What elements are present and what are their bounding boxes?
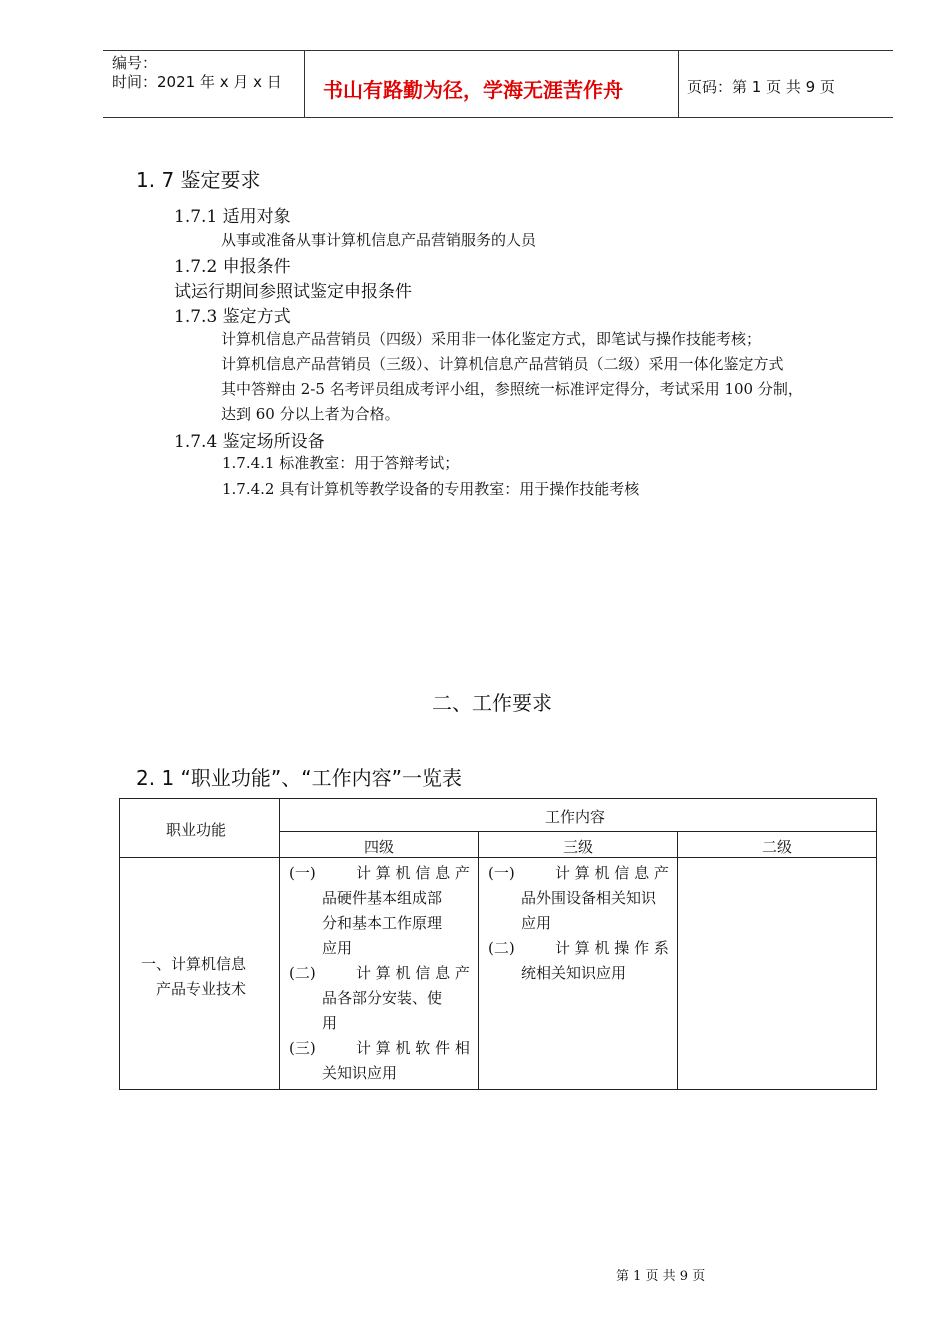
table-header-level-3: 三级 [563, 838, 594, 856]
section-1-7-title: 1. 7 鉴定要求 [136, 168, 261, 192]
table-line-header-bottom [119, 857, 877, 858]
level3-item-marker: (一) [488, 864, 515, 882]
header-motto: 书山有路勤为径，学海无涯苦作舟 [323, 78, 623, 102]
level3-item-line: 应用 [521, 914, 552, 932]
header-bottom-rule [103, 117, 893, 118]
section-2-title: 二、工作要求 [432, 691, 552, 715]
level4-item-line: 用 [322, 1014, 338, 1032]
table-title: 2. 1 “职业功能”、“工作内容”一览表 [136, 766, 462, 790]
subsection-1-7-2-text: 试运行期间参照试鉴定申报条件 [174, 282, 412, 302]
work-content-table [119, 798, 877, 1090]
subsection-1-7-3-line: 达到 60 分以上者为合格。 [221, 405, 400, 423]
subsection-1-7-3-line: 其中答辩由 2-5 名考评员组成考评小组，参照统一标准评定得分，考试采用 100 分制， [221, 380, 803, 398]
table-border-right [876, 798, 877, 1090]
document-time: 时间：2021 年 x 月 x 日 [112, 73, 282, 91]
header-page-info: 页码：第 1 页 共 9 页 [687, 78, 835, 96]
level3-item-line: 统相关知识应用 [521, 964, 627, 982]
table-line-col2 [478, 831, 479, 1090]
subsection-1-7-2-heading: 1.7.2 申报条件 [174, 257, 291, 277]
table-header-function: 职业功能 [166, 821, 227, 839]
table-line-col3 [677, 831, 678, 1090]
subsection-1-7-1-text: 从事或准备从事计算机信息产品营销服务的人员 [221, 231, 537, 249]
level4-item-line: 计 算 机 信 息 产 [356, 864, 470, 882]
document-number-label: 编号： [112, 54, 158, 72]
level3-item-line: 计 算 机 信 息 产 [555, 864, 669, 882]
table-header-content: 工作内容 [545, 808, 606, 826]
table-line-col1 [279, 798, 280, 1090]
subsection-1-7-3-heading: 1.7.3 鉴定方式 [174, 307, 291, 327]
subsection-1-7-1-heading: 1.7.1 适用对象 [174, 207, 291, 227]
table-border-top [119, 798, 877, 799]
subsection-1-7-4-item: 1.7.4.1 标准教室：用于答辩考试； [222, 454, 460, 472]
header-divider-right [678, 50, 679, 117]
level4-item-line: 计 算 机 信 息 产 [356, 964, 470, 982]
level4-item-marker: (三) [289, 1039, 316, 1057]
table-function-line: 产品专业技术 [156, 980, 247, 998]
table-header-level-4: 四级 [364, 838, 395, 856]
level4-item-marker: (二) [289, 964, 316, 982]
subsection-1-7-4-item: 1.7.4.2 具有计算机等教学设备的专用教室：用于操作技能考核 [222, 480, 640, 498]
table-border-left [119, 798, 120, 1090]
level4-item-line: 品各部分安装、使 [322, 989, 443, 1007]
level3-item-marker: (二) [488, 939, 515, 957]
table-line-content-split [279, 831, 877, 832]
level3-item-line: 品外围设备相关知识 [521, 889, 657, 907]
subsection-1-7-4-heading: 1.7.4 鉴定场所设备 [174, 432, 325, 452]
level4-item-line: 计 算 机 软 件 相 [356, 1039, 470, 1057]
header-divider-left [304, 50, 305, 117]
level4-item-line: 品硬件基本组成部 [322, 889, 443, 907]
level4-item-line: 分和基本工作原理 [322, 914, 443, 932]
level4-item-line: 关知识应用 [322, 1064, 398, 1082]
footer-page-number: 第 1 页 共 9 页 [616, 1269, 706, 1284]
table-header-level-2: 二级 [762, 838, 793, 856]
level4-item-line: 应用 [322, 939, 353, 957]
level4-item-marker: (一) [289, 864, 316, 882]
table-function-line: 一、计算机信息 [141, 955, 247, 973]
subsection-1-7-3-line: 计算机信息产品营销员（三级）、计算机信息产品营销员（二级）采用一体化鉴定方式 [221, 355, 784, 373]
table-border-bottom [119, 1089, 877, 1090]
level3-item-line: 计 算 机 操 作 系 [555, 939, 669, 957]
header-top-rule [103, 50, 893, 51]
subsection-1-7-3-line: 计算机信息产品营销员（四级）采用非一体化鉴定方式，即笔试与操作技能考核； [221, 330, 762, 348]
